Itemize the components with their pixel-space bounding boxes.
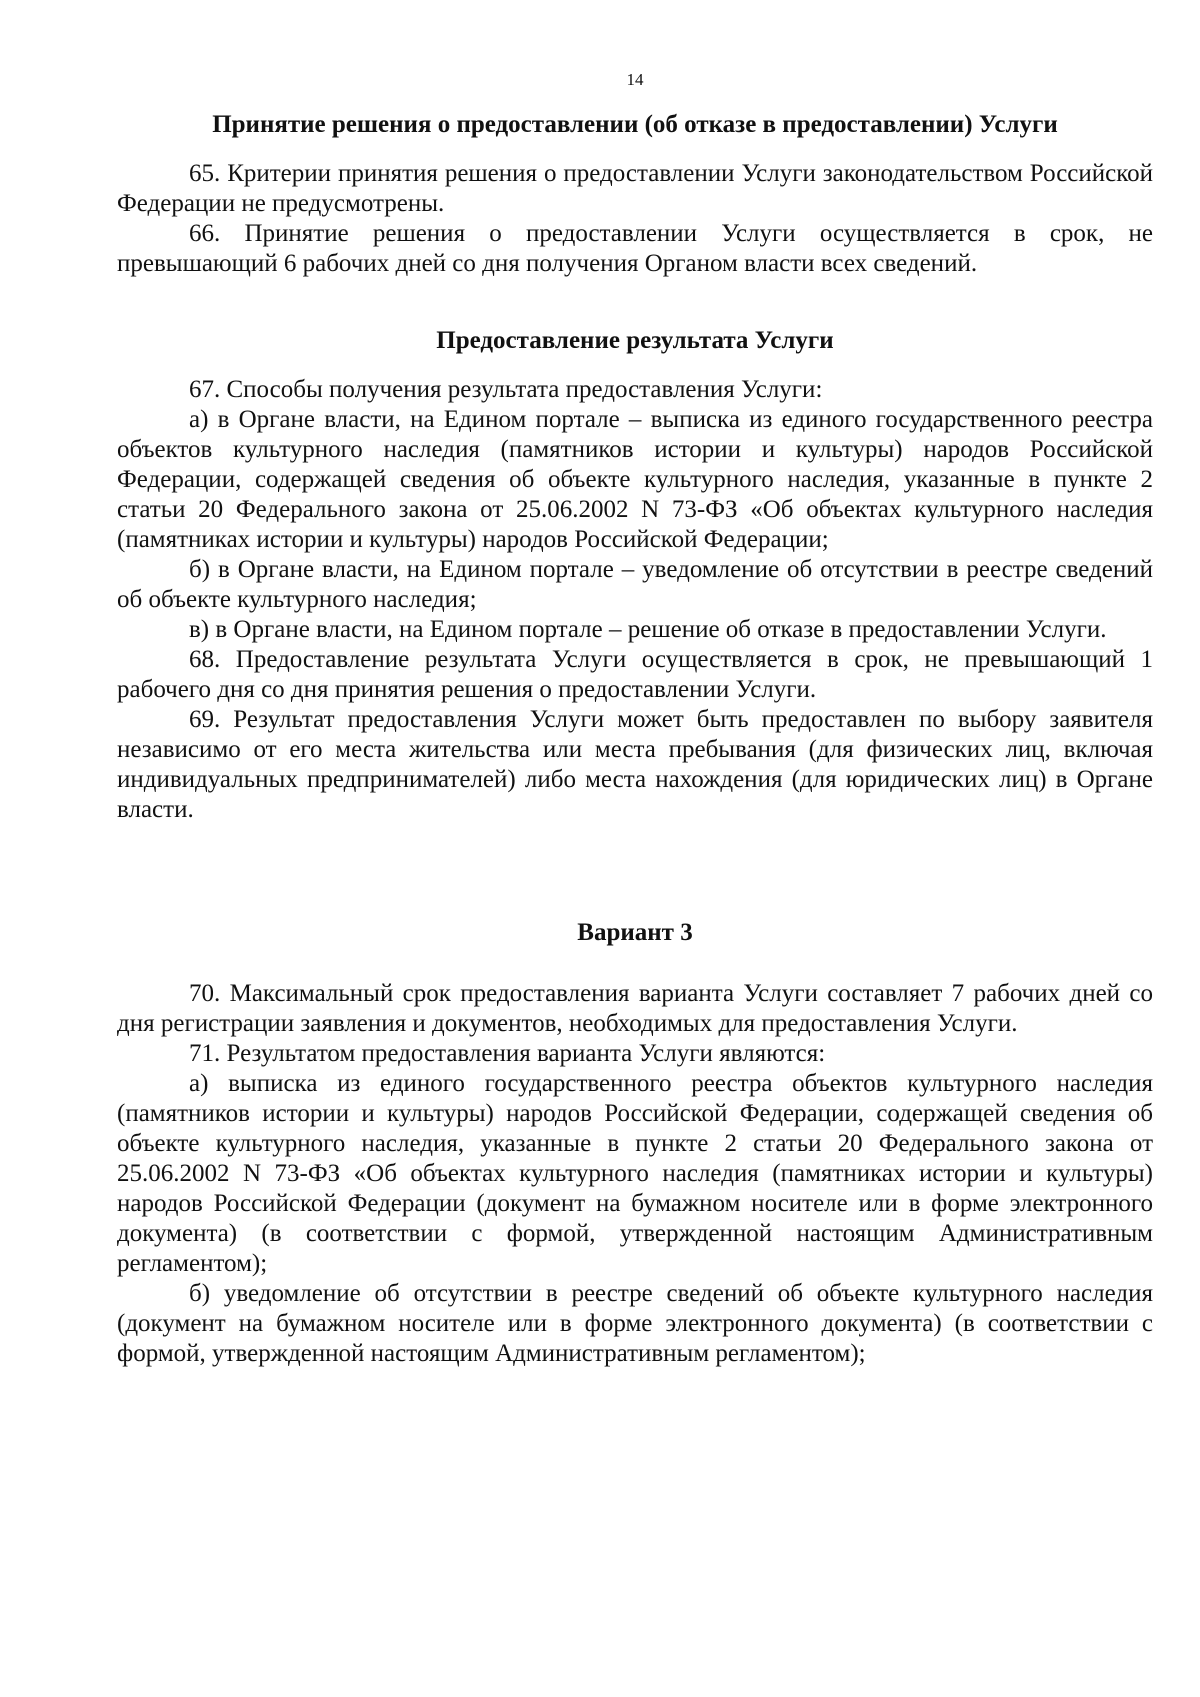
paragraph-66: 66. Принятие решения о предоставлении Услуги осуществляется в срок, не превышающий 6 рабочих дней со дня получения Органом власти всех сведений. [117,220,1153,277]
paragraph-67: 67. Способы получения результата предоставления Услуги: [189,376,823,403]
section-heading: Принятие решения о предоставлении (об отказе в предоставлении) Услуги [212,111,1058,138]
section-heading: Вариант 3 [577,919,693,946]
paragraph-67c: в) в Органе власти, на Едином портале – решение об отказе в предоставлении Услуги. [189,616,1107,643]
paragraph-69: 69. Результат предоставления Услуги может быть предоставлен по выбору заявителя независимо от его места жительства или места пребывания (для физических лиц, включая индивидуальных предпринимателей) либо места нахождения (для юридических лиц) в Органе власти. [117,706,1153,823]
section-decision [117,110,1153,279]
paragraph-67b: б) в Органе власти, на Едином портале – уведомление об отсутствии в реестре сведений об объекте культурного наследия; [117,556,1153,613]
paragraph-71b: б) уведомление об отсутствии в реестре сведений об объекте культурного наследия (документ на бумажном носителе или в форме электронного документа) (в соответствии с формой, утвержденной настоящим Административным регламентом); [117,1280,1153,1367]
section-heading: Предоставление результата Услуги [436,327,834,354]
paragraph-67a: а) в Органе власти, на Едином портале – выписка из единого государственного реестра объектов культурного наследия (памятников истории и культуры) народов Российской Федерации, содержащей сведения об объекте культурного наследия, указанные в пункте 2 статьи 20 Федерального закона от 25.06.2002 N 73-ФЗ «Об объектах культурного наследия (памятниках истории и культуры) народов Российской Федерации; [117,406,1153,553]
section-result-delivery [117,326,1153,825]
paragraph-70: 70. Максимальный срок предоставления варианта Услуги составляет 7 рабочих дней со дня регистрации заявления и документов, необходимых для предоставления Услуги. [117,980,1153,1037]
section-variant-3 [117,918,1153,1369]
paragraph-65: 65. Критерии принятия решения о предоставлении Услуги законодательством Российской Федерации не предусмотрены. [117,160,1153,217]
page-number: 14 [626,70,644,89]
paragraph-68: 68. Предоставление результата Услуги осуществляется в срок, не превышающий 1 рабочего дня со дня принятия решения о предоставлении Услуги. [117,646,1153,703]
paragraph-71a: а) выписка из единого государственного реестра объектов культурного наследия (памятников истории и культуры) народов Российской Федерации, содержащей сведения об объекте культурного наследия, указанные в пункте 2 статьи 20 Федерального закона от 25.06.2002 N 73-ФЗ «Об объектах культурного наследия (памятниках истории и культуры) народов Российской Федерации (документ на бумажном носителе или в форме электронного документа) (в соответствии с формой, утвержденной настоящим Административным регламентом); [117,1070,1153,1277]
paragraph-71: 71. Результатом предоставления варианта Услуги являются: [189,1040,826,1067]
